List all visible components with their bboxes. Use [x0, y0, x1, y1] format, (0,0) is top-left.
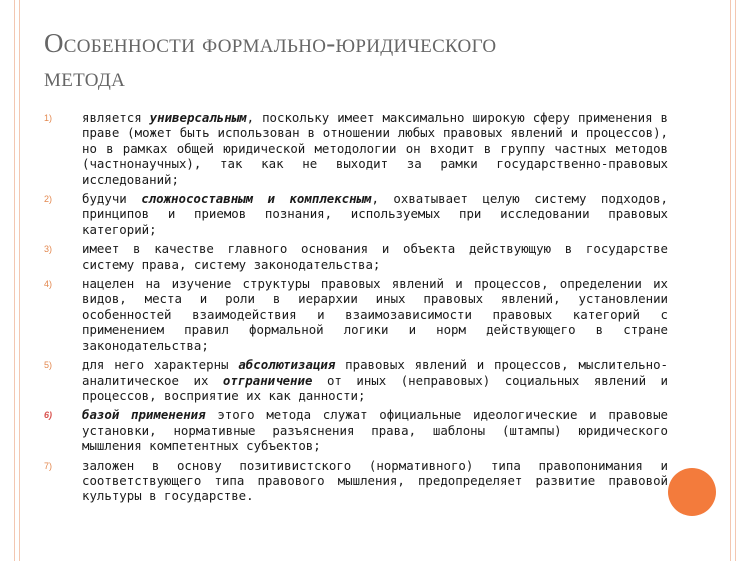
item-text: является универсальным, поскольку имеет максимально широкую сферу применения в праве (может быть использован в отношении любых правовых явлений и процессов), но в рамках общей юридической методологии он входит в группу частных методов (частнонаучных), так как не выходит за рамки государственно-правовых исследований;	[82, 110, 668, 187]
list-item-5	[44, 357, 668, 403]
emphasis: отграничение	[222, 372, 313, 388]
item-text: имеет в качестве главного основания и объекта действующую в государстве систему права, систему законодательства;	[82, 241, 668, 272]
list-item-6	[44, 407, 668, 453]
item-text: нацелен на изучение структуры правовых явлений и процессов, определении их видов, места и роли в иерархии иных правовых явлений, установлении особенностей взаимодействия и взаимозависимости правовых категорий с применением правил формальной логики и норм действующего в стране законодательства;	[82, 276, 668, 353]
right-border-line-inner	[730, 0, 731, 561]
title-line-1: Особенности формально-юридического	[44, 28, 497, 58]
list-item-2	[44, 191, 668, 237]
item-text: для него характерны абсолютизация правовых явлений и процессов, мыслительно-аналитическое их отграничение от иных (неправовых) социальных явлений и процессов, восприятие их как данности;	[82, 357, 668, 403]
list-item-4	[44, 276, 668, 353]
list-item-7	[44, 458, 668, 504]
right-border-line	[735, 0, 736, 561]
list-item-1	[44, 110, 668, 187]
emphasis: абсолютизация	[238, 357, 336, 373]
item-number: 2)	[44, 194, 53, 205]
item-number: 5)	[44, 360, 53, 371]
emphasis: сложносоставным и комплексным	[141, 191, 372, 207]
item-text: базой применения этого метода служат официальные идеологические и правовые установки, нормативные разъяснения права, шаблоны (штампы) юридического мышления компетентных субъектов;	[82, 407, 669, 454]
page-title	[44, 26, 684, 94]
list-item-3	[44, 241, 668, 272]
left-border-line-inner	[19, 0, 20, 561]
emphasis: базой применения	[82, 407, 206, 423]
list	[44, 110, 668, 508]
item-number: 7)	[44, 460, 53, 471]
item-number: 3)	[44, 244, 53, 255]
item-number: 6)	[44, 410, 53, 421]
item-number: 4)	[44, 279, 53, 290]
item-text: заложен в основу позитивистского (нормативного) типа правопонимания и соответствующего типа правового мышления, предопределяет развитие правовой культуры в государстве.	[82, 457, 668, 504]
item-text: будучи сложносоставным и комплексным, охватывает целую систему подходов, принципов и приемов познания, используемых при исследовании правовых категорий;	[82, 191, 668, 237]
emphasis: универсальным	[149, 110, 247, 125]
item-number: 1)	[44, 113, 53, 123]
title-line-2: метода	[44, 62, 126, 92]
orange-circle-decoration	[668, 468, 716, 516]
left-border-line	[14, 0, 15, 561]
